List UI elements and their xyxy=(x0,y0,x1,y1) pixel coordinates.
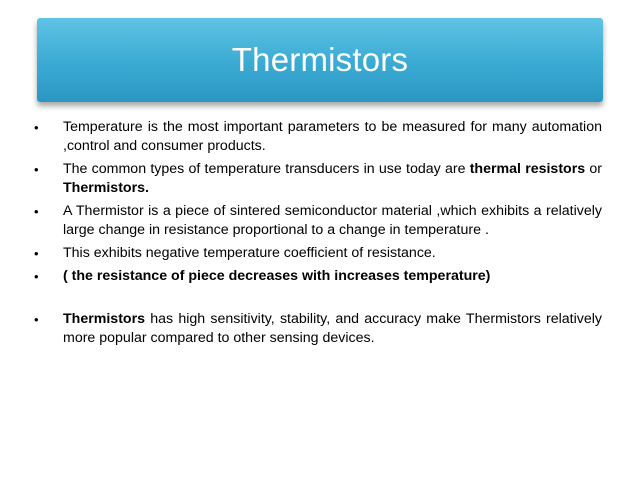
slide-title: Thermistors xyxy=(231,41,409,78)
list-item xyxy=(32,310,602,348)
bullet-bold-text: Thermistors. xyxy=(63,180,149,196)
bullet-icon: • xyxy=(34,120,39,135)
bullet-list xyxy=(32,118,602,348)
list-item xyxy=(32,118,602,156)
list-item xyxy=(32,160,602,198)
bullet-bold-text: thermal resistors xyxy=(469,161,586,177)
list-item xyxy=(32,267,602,286)
bullet-text: has high sensitivity, stability, and accuracy make Thermistors relatively more popular compared to other sensing devices. xyxy=(63,311,602,346)
bullet-text: Temperature is the most important parameters to be measured for many automation ,control and consumer products. xyxy=(63,119,602,154)
bullet-text: or xyxy=(585,161,602,177)
bullet-text: A Thermistor is a piece of sintered semiconductor material ,which exhibits a relatively large change in resistance proportional to a change in temperature . xyxy=(63,203,602,238)
list-item xyxy=(32,202,602,240)
title-banner xyxy=(37,18,603,102)
bullet-text: The common types of temperature transducers in use today are xyxy=(63,161,470,177)
bullet-bold-text: ( the resistance of piece decreases with increases temperature) xyxy=(63,268,491,284)
bullet-icon: • xyxy=(34,204,39,219)
list-item xyxy=(32,244,602,263)
bullet-bold-text: Thermistors xyxy=(63,311,145,327)
bullet-icon: • xyxy=(34,312,39,327)
bullet-icon: • xyxy=(34,162,39,177)
bullet-icon: • xyxy=(34,246,39,261)
bullet-icon: • xyxy=(34,269,39,284)
bullet-text: This exhibits negative temperature coefficient of resistance. xyxy=(63,245,436,261)
